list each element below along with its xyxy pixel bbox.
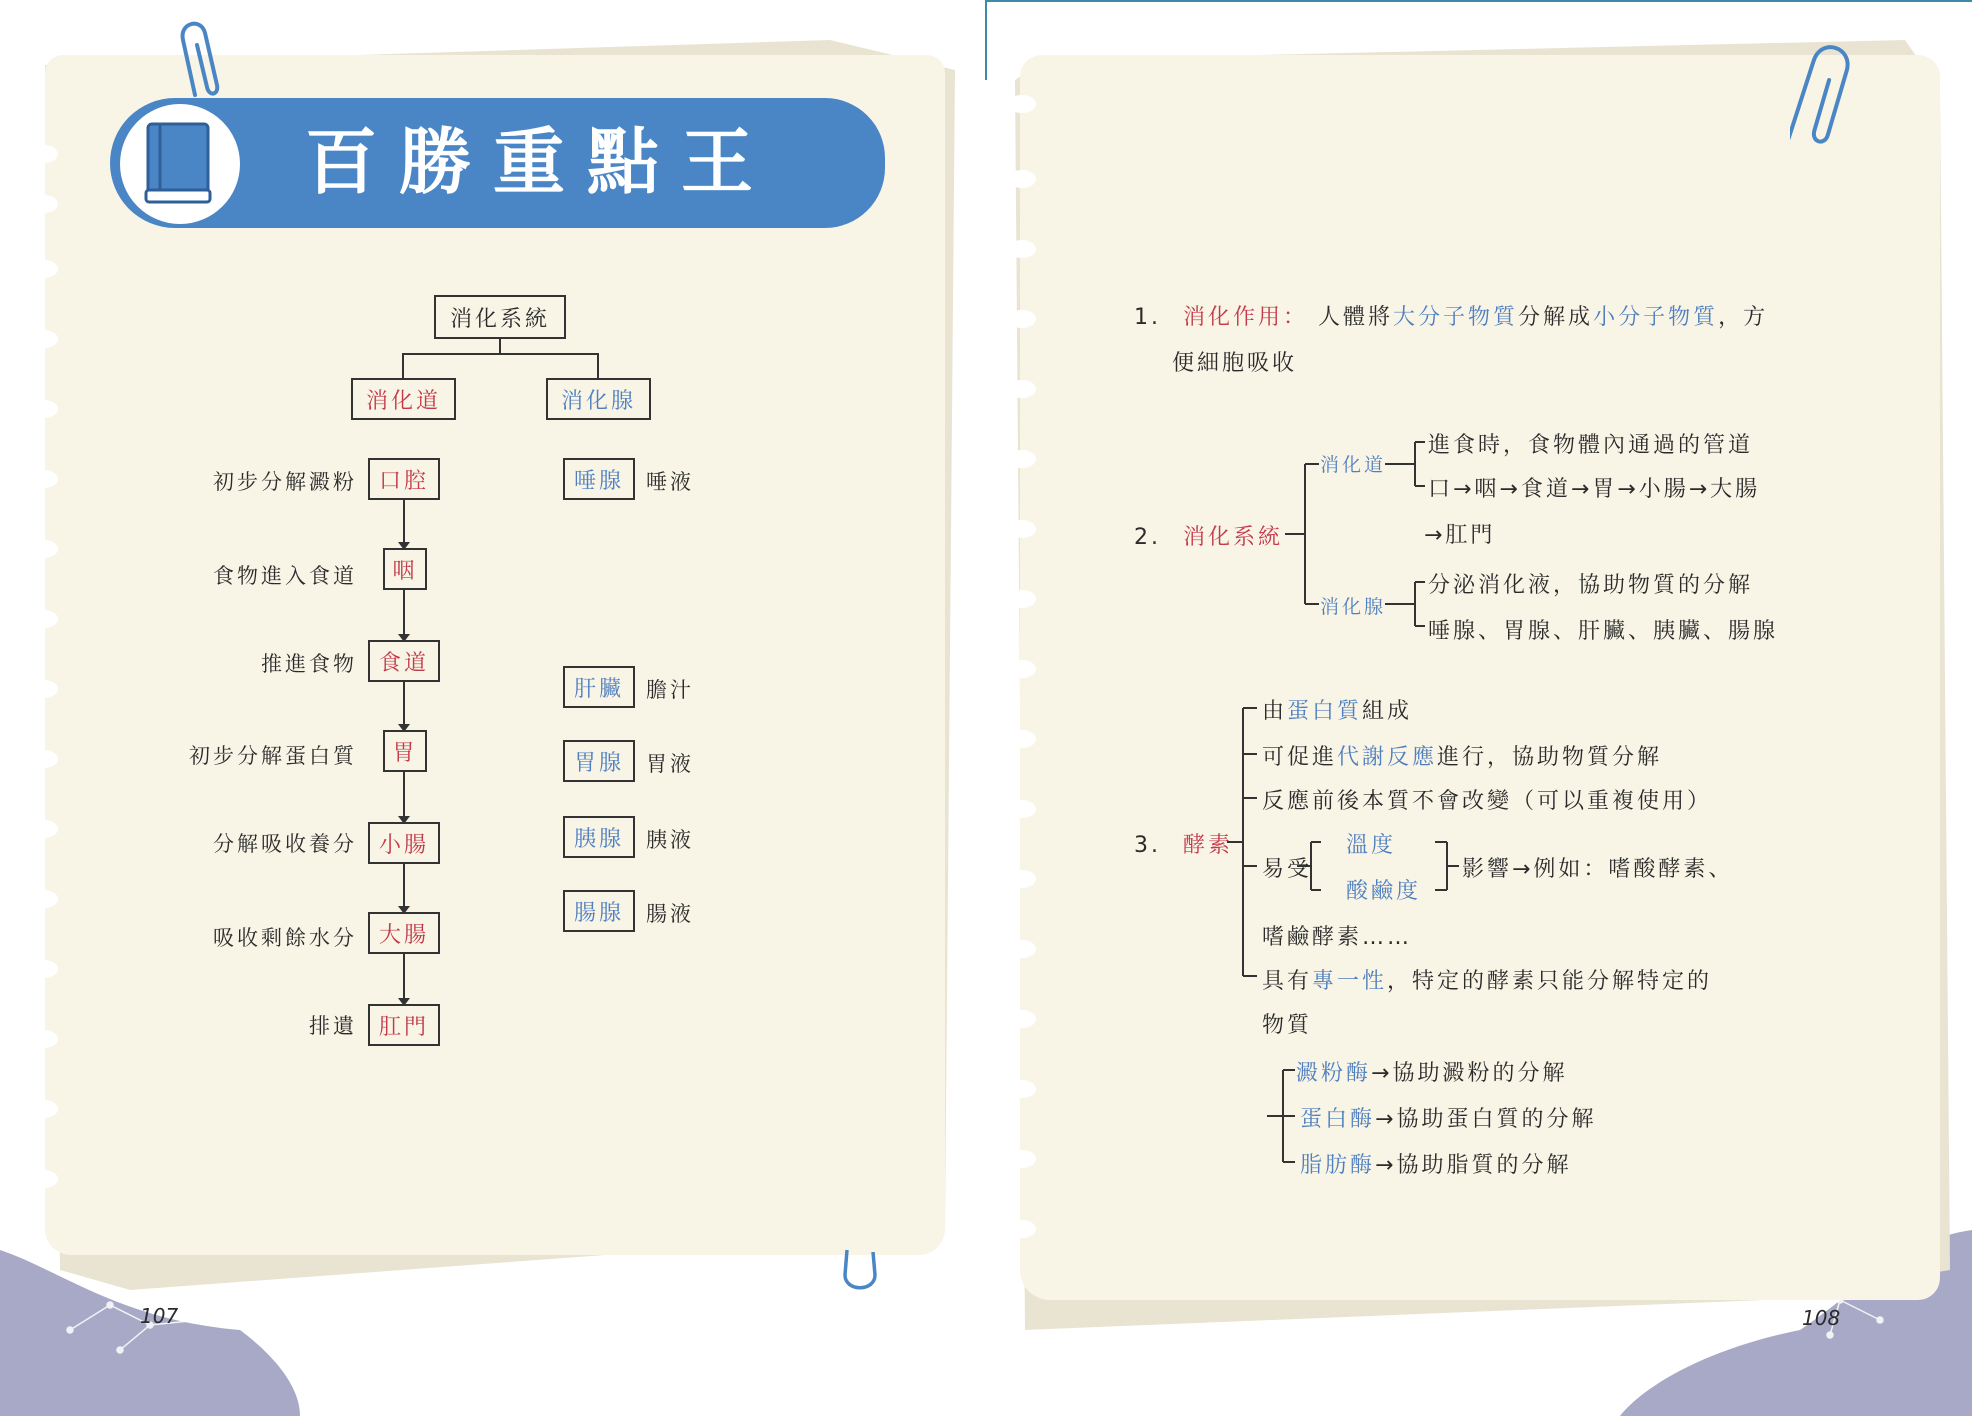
item-3-point-4-prefix: 易受 [1262, 857, 1313, 882]
item-3-point-4-cont: 嗜鹼酵素…… [1262, 925, 1413, 950]
gland-juice: 胰液 [646, 828, 694, 852]
enzyme-name: 蛋白酶 [1300, 1107, 1376, 1132]
item-2-tract-line1: 進食時，食物體內通過的管道 [1428, 433, 1754, 458]
item-3-point-2 [1262, 740, 1662, 771]
organ-label: 初步分解蛋白質 [189, 744, 357, 768]
enzyme-name: 脂肪酶 [1300, 1153, 1376, 1178]
organ-label: 吸收剩餘水分 [213, 926, 357, 950]
item-3-point-5-cont: 物質 [1262, 1013, 1313, 1038]
paperclip-icon [1790, 32, 1870, 162]
item-3-text: 具有 [1262, 969, 1313, 994]
enzyme-name: 澱粉酶 [1296, 1061, 1372, 1086]
item-3-point-4-temp: 溫度 [1346, 833, 1397, 858]
tree-branch-gland: 消化腺 [546, 378, 651, 420]
gland-box: 肝臟 [563, 666, 635, 708]
item-1-line1 [1134, 300, 1768, 331]
item-2-gland-label: 消化腺 [1320, 596, 1387, 618]
item-1-highlight: 小分子物質 [1593, 305, 1719, 330]
gland-box: 唾腺 [563, 458, 635, 500]
item-3-text: 組成 [1362, 699, 1413, 724]
enzyme-desc: →協助蛋白質的分解 [1375, 1107, 1597, 1132]
item-3-point-1 [1262, 694, 1412, 725]
gland-box: 胃腺 [563, 740, 635, 782]
item-2-number: 2. [1134, 525, 1161, 550]
item-1-term: 消化作用： [1183, 305, 1309, 330]
item-3-point-4-ph: 酸鹼度 [1346, 879, 1422, 904]
organ-label: 推進食物 [261, 652, 357, 676]
item-3-highlight: 蛋白質 [1287, 699, 1363, 724]
item-1-line2: 便細胞吸收 [1172, 351, 1298, 376]
item-3-number: 3. [1134, 833, 1161, 858]
item-3-text: 由 [1262, 699, 1288, 724]
enzyme-row [1300, 1148, 1571, 1179]
organ-label: 初步分解澱粉 [213, 470, 357, 494]
gland-juice: 唾液 [646, 470, 694, 494]
enzyme-row [1300, 1102, 1596, 1133]
enzyme-row [1296, 1056, 1567, 1087]
gland-juice: 膽汁 [646, 678, 694, 702]
organ-label: 食物進入食道 [213, 564, 357, 588]
tree-branch-tract: 消化道 [351, 378, 456, 420]
item-2-gland-line1: 分泌消化液，協助物質的分解 [1428, 573, 1754, 598]
item-3-text: 可促進 [1262, 745, 1338, 770]
item-3-text: ，特定的酵素只能分解特定的 [1387, 969, 1713, 994]
organ-box: 咽 [383, 548, 427, 590]
page-number-right: 108 [1802, 1306, 1841, 1330]
item-3-heading [1134, 828, 1233, 859]
organ-box: 口腔 [368, 458, 440, 500]
item-3-highlight: 代謝反應 [1337, 745, 1438, 770]
item-2-term: 消化系統 [1183, 525, 1284, 550]
item-3-term: 酵素 [1183, 833, 1234, 858]
organ-label: 分解吸收養分 [213, 832, 357, 856]
enzyme-desc: →協助澱粉的分解 [1371, 1061, 1568, 1086]
item-3-highlight: 專一性 [1312, 969, 1388, 994]
organ-box: 大腸 [368, 912, 440, 954]
arrow-heads [0, 0, 990, 1100]
organ-box: 小腸 [368, 822, 440, 864]
item-1-text: 分解成 [1518, 305, 1594, 330]
item-3-point-5 [1262, 964, 1712, 995]
page-title: 百勝重點王 [305, 120, 776, 204]
organ-label: 排遺 [309, 1014, 357, 1038]
item-2-heading [1134, 520, 1283, 551]
item-1-highlight: 大分子物質 [1393, 305, 1519, 330]
item-3-point-4-suffix: 影響→例如：嗜酸酵素、 [1462, 857, 1734, 882]
item-1-text: 人體將 [1318, 305, 1394, 330]
item-3-text: 進行，協助物質分解 [1437, 745, 1663, 770]
item-1-text: ，方 [1718, 305, 1769, 330]
organ-box: 食道 [368, 640, 440, 682]
item-2-tract-label: 消化道 [1320, 454, 1387, 476]
gland-juice: 胃液 [646, 752, 694, 776]
item-2-tract-line3: →肛門 [1424, 523, 1496, 548]
item-2-gland-line2: 唾腺、胃腺、肝臟、胰臟、腸腺 [1428, 619, 1779, 644]
item-1-number: 1. [1134, 305, 1161, 330]
paperclip-icon [835, 1240, 895, 1300]
gland-box: 胰腺 [563, 816, 635, 858]
item-2-tract-line2: 口→咽→食道→胃→小腸→大腸 [1428, 477, 1761, 502]
organ-box: 肛門 [368, 1004, 440, 1046]
gland-juice: 腸液 [646, 902, 694, 926]
item-3-point-3: 反應前後本質不會改變（可以重複使用） [1262, 789, 1713, 814]
organ-box: 胃 [383, 730, 427, 772]
page-number-left: 107 [140, 1304, 179, 1328]
enzyme-desc: →協助脂質的分解 [1375, 1153, 1572, 1178]
gland-box: 腸腺 [563, 890, 635, 932]
tree-root: 消化系統 [434, 295, 566, 339]
